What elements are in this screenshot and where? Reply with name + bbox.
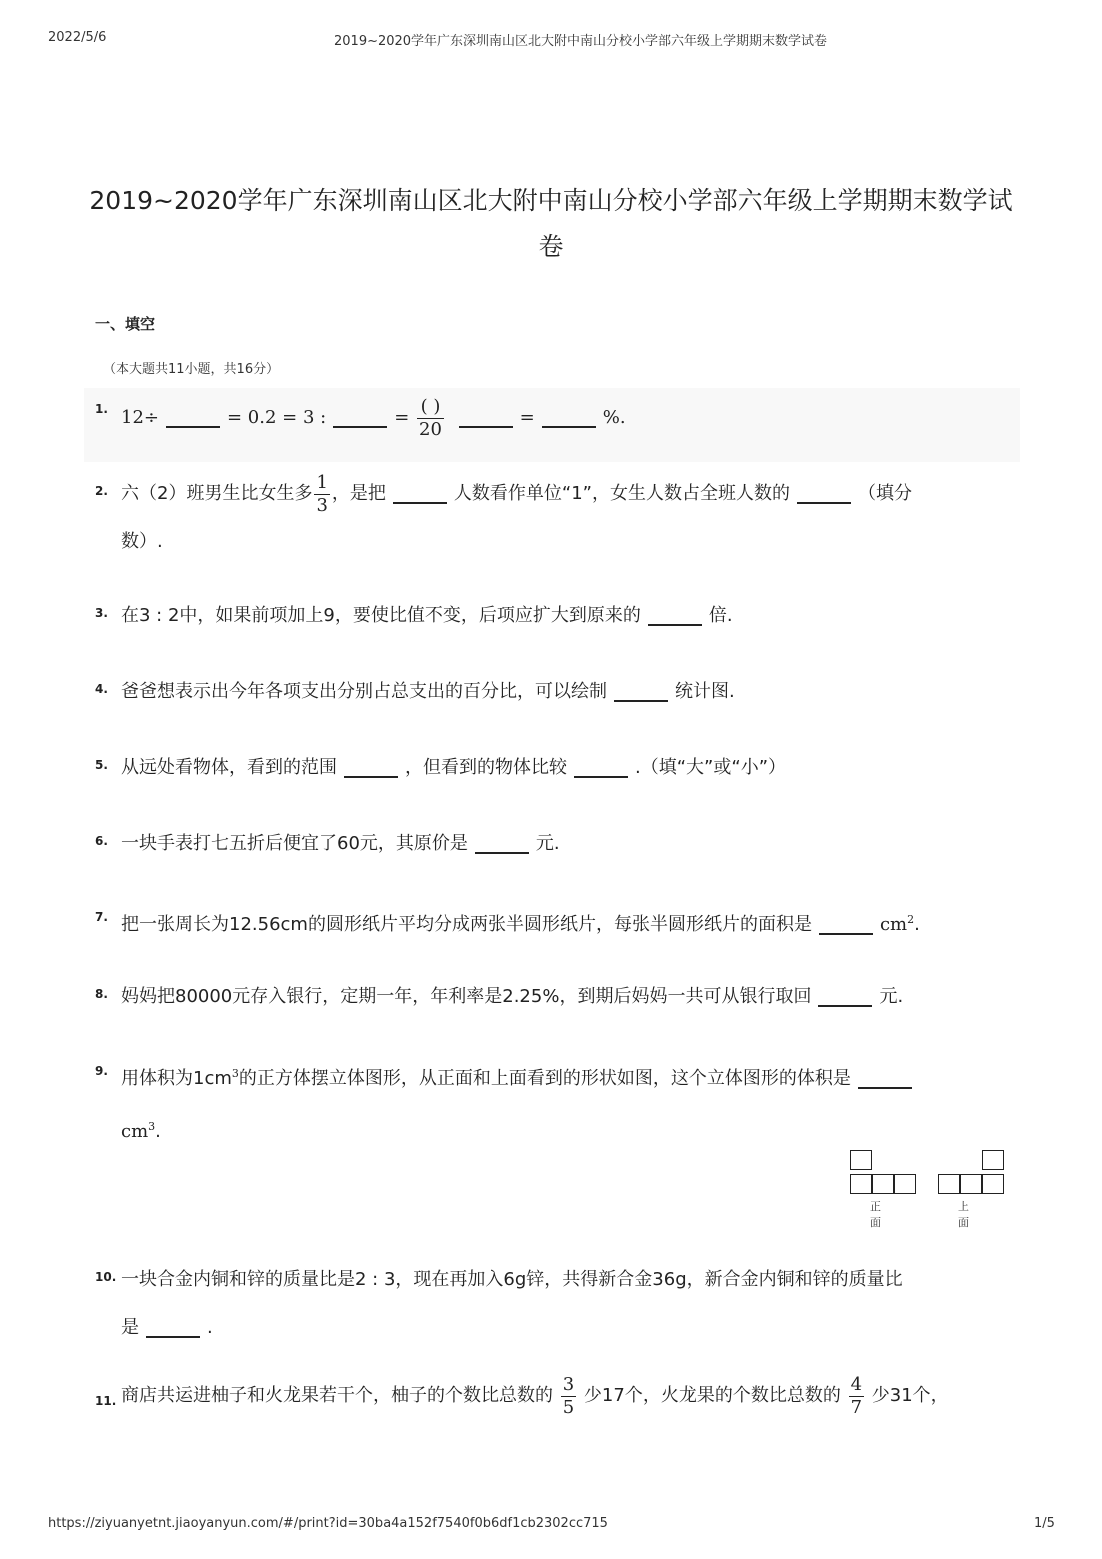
question-number: 8. [95,987,108,1001]
question-text: 从远处看物体，看到的范围 ，但看到的物体比较 .（填“大”或“小”） [121,757,787,778]
print-date: 2022/5/6 [48,30,107,45]
question-text: 在3 : 2中，如果前项加上9，要使比值不变，后项应扩大到原来的 倍. [121,605,733,626]
answer-blank [459,425,513,428]
fraction: $\frac{1}{3}$ [316,471,328,516]
cube-cell [894,1174,916,1194]
page-title-line2: 卷 [538,232,564,261]
answer-blank [614,699,668,702]
answer-blank [166,425,220,428]
cube-cell [960,1174,982,1194]
section-note: （本大题共11小题，共16分） [103,362,280,377]
cube-cell [982,1174,1004,1194]
question-text: 妈妈把80000元存入银行，定期一年，年利率是2.25%，到期后妈妈一共可从银行取回 元. [121,986,904,1007]
page-number: 1/5 [1034,1516,1055,1531]
top-view-label: 上面 [958,1200,969,1229]
front-view-label: 正面 [870,1200,881,1229]
question-number: 1. [95,402,108,416]
cube-cell [850,1150,872,1170]
page-title-line1: 2019~2020学年广东深圳南山区北大附中南山分校小学部六年级上学期期末数学试 [89,186,1013,215]
fraction: $\frac{( )}{20}$ [419,395,442,440]
question-number: 2. [95,484,108,498]
question-text: 爸爸想表示出今年各项支出分别占总支出的百分比，可以绘制 统计图. [121,681,735,702]
question-number: 11. [95,1394,117,1408]
question-text: 一块合金内铜和锌的质量比是2 : 3，现在再加入6g锌，共得新合金36g，新合金内铜和锌的质量比 是 . [121,1269,903,1338]
cube-cell [872,1174,894,1194]
answer-blank [333,425,387,428]
question-number: 6. [95,834,108,848]
question-text: 商店共运进柚子和火龙果若干个，柚子的个数比总数的 $\frac{3}{5}$ 少17个，火龙果的个数比总数的 $\frac{4}{7}$ 少31个， [121,1373,949,1418]
answer-blank [858,1086,912,1089]
question-text: 把一张周长为12.56cm的圆形纸片平均分成两张半圆形纸片，每张半圆形纸片的面积是 $cm^2$. [121,913,920,935]
question-number: 5. [95,758,108,772]
page-title [80,178,1022,270]
answer-blank [797,501,851,504]
answer-blank [574,775,628,778]
cube-cell [982,1150,1004,1170]
answer-blank [819,932,873,935]
question-number: 4. [95,682,108,696]
answer-blank [648,623,702,626]
cube-cell [850,1174,872,1194]
question-number: 10. [95,1270,117,1284]
question-text: 一块手表打七五折后便宜了60元，其原价是 元. [121,833,560,854]
question-number: 9. [95,1064,108,1078]
answer-blank [818,1004,872,1007]
question-text: 用体积为$1cm^3$的正方体摆立体图形，从正面和上面看到的形状如图，这个立体图形的体积是 $cm^3$. [121,1050,985,1156]
answer-blank [344,775,398,778]
answer-blank [393,501,447,504]
question-text: 12÷ = 0.2 = 3 : = $\frac{( )}{20}$ = %. [121,395,626,440]
answer-blank [542,425,596,428]
question-number: 7. [95,910,108,924]
print-header-title: 2019~2020学年广东深圳南山区北大附中南山分校小学部六年级上学期期末数学试卷 [334,34,828,49]
page-url: https://ziyuanyetnt.jiaoyanyun.com/#/print?id=30ba4a152f7540f0b6df1cb2302cc715 [48,1516,608,1531]
question-number: 3. [95,606,108,620]
section-heading: 一、填空 [95,315,156,333]
cube-cell [938,1174,960,1194]
fraction: $\frac{4}{7}$ [850,1373,863,1418]
answer-blank [146,1335,200,1338]
question-text: 六（2）班男生比女生多 $\frac{1}{3}$ ，是把 人数看作单位“1”，女生人数占全班人数的 （填分 数）. [121,471,913,552]
fraction: $\frac{3}{5}$ [562,1373,575,1418]
answer-blank [475,851,529,854]
